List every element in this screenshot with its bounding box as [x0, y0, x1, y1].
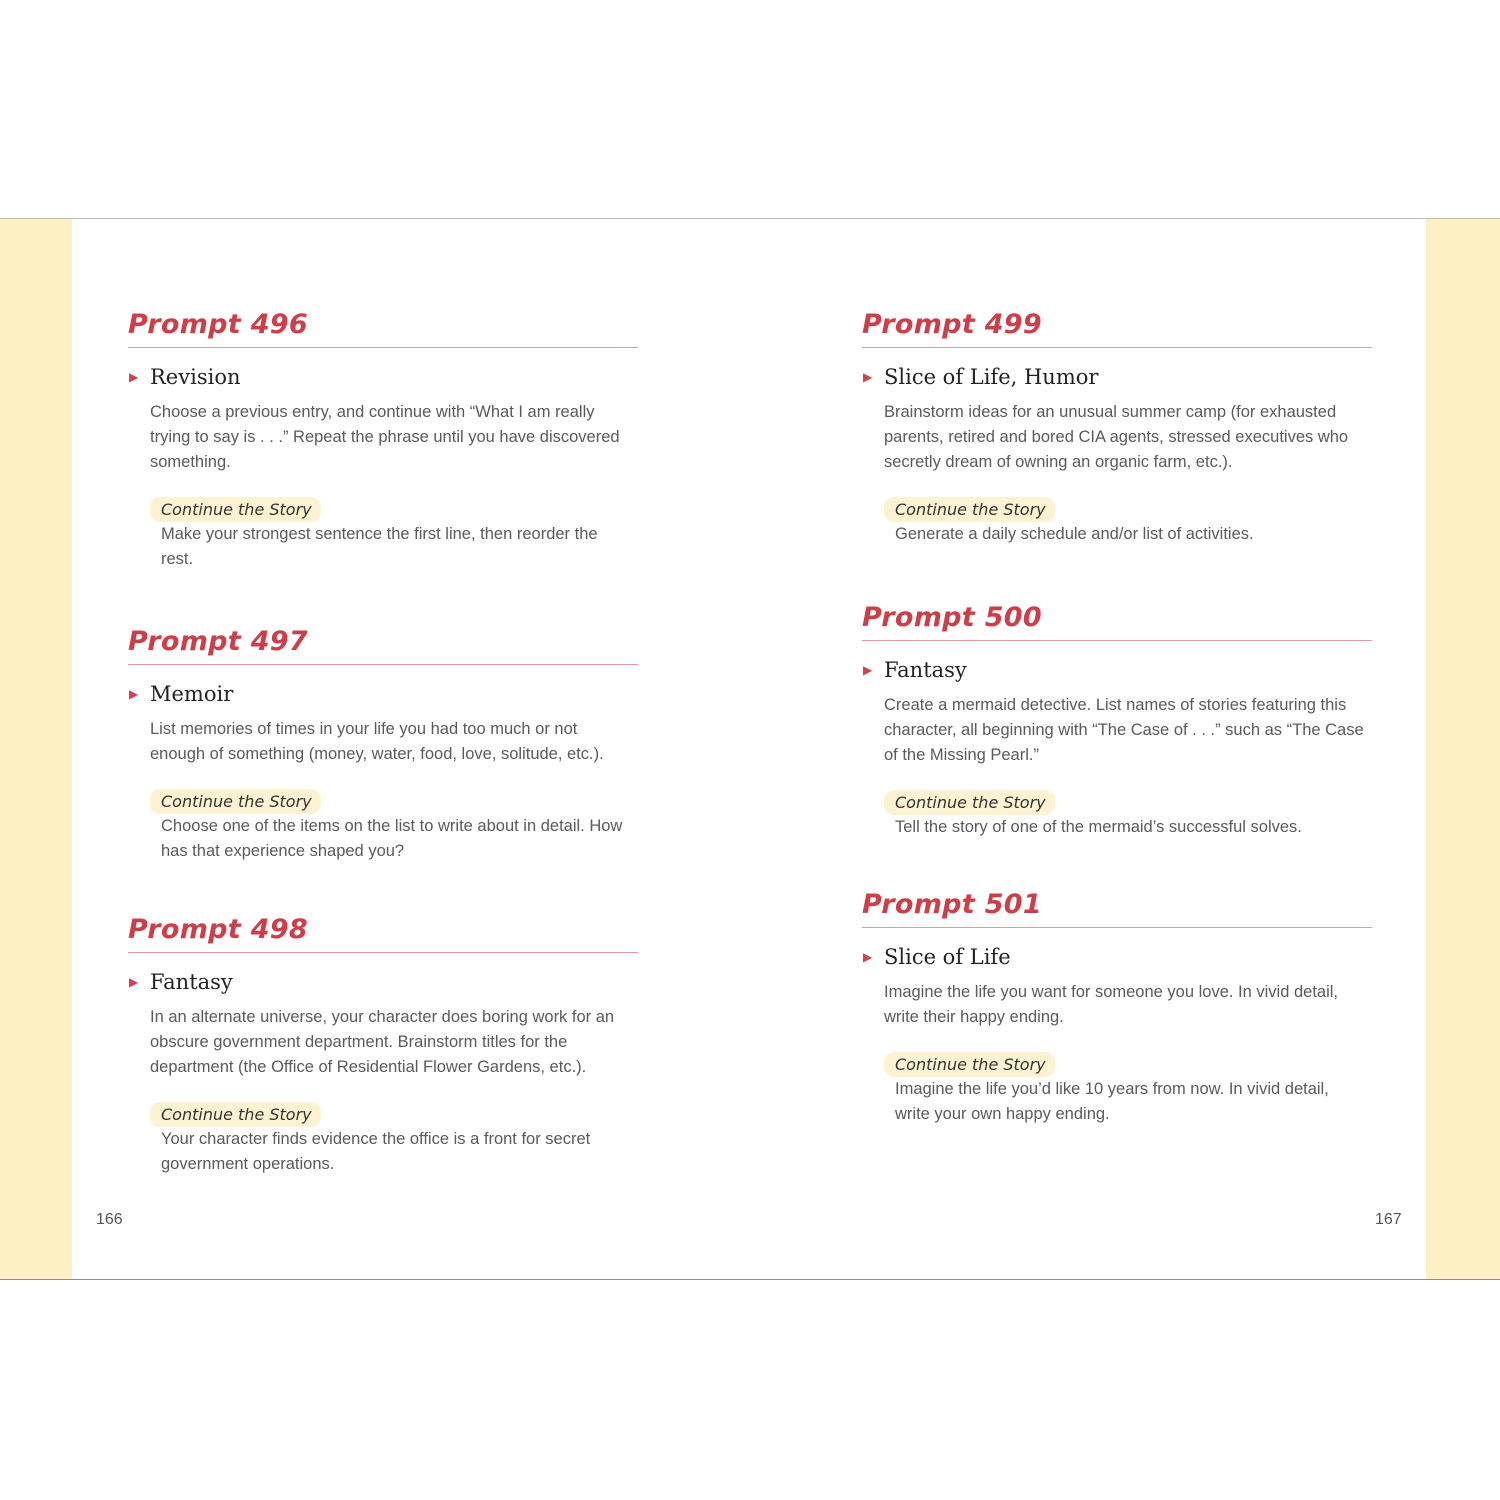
triangle-bullet-icon: ▶ — [863, 950, 873, 964]
genre-label: Slice of Life — [884, 945, 1011, 969]
continue-the-story — [884, 1052, 1372, 1127]
prompt-title: Prompt 501 — [862, 887, 1372, 928]
prompt-block — [128, 624, 638, 864]
continue-text: Imagine the life you’d like 10 years from now. In vivid detail, write your own happy ending. — [895, 1080, 1329, 1123]
prompt-title: Prompt 500 — [862, 600, 1372, 641]
continue-the-story — [150, 789, 638, 864]
prompt-block — [128, 912, 638, 1177]
continue-label: Continue the Story — [150, 1102, 321, 1127]
genre-label: Fantasy — [884, 658, 967, 682]
right-page-edge — [1426, 219, 1500, 1279]
continue-the-story — [884, 790, 1372, 840]
prompt-title: Prompt 496 — [128, 307, 638, 348]
left-page-number: 166 — [96, 1211, 123, 1228]
continue-label: Continue the Story — [150, 497, 321, 522]
prompt-title: Prompt 499 — [862, 307, 1372, 348]
right-page-number: 167 — [1375, 1211, 1402, 1228]
continue-label: Continue the Story — [884, 1052, 1055, 1077]
genre-label: Revision — [150, 365, 241, 389]
continue-text: Your character finds evidence the office is a front for secret government operations. — [161, 1130, 591, 1173]
prompt-block — [128, 307, 638, 572]
prompt-genre — [128, 362, 638, 392]
prompt-description: List memories of times in your life you had too much or not enough of something (money, water, food, love, solitude, etc.). — [150, 720, 604, 763]
triangle-bullet-icon: ▶ — [129, 975, 139, 989]
prompt-description: In an alternate universe, your character does boring work for an obscure government department. Brainstorm titles for the department (the Office of Residential Flower Gardens, etc.). — [150, 1008, 615, 1076]
prompt-genre — [862, 655, 1372, 685]
prompt-genre — [128, 967, 638, 997]
continue-label: Continue the Story — [884, 497, 1055, 522]
continue-the-story — [884, 497, 1372, 547]
continue-label: Continue the Story — [150, 789, 321, 814]
continue-the-story — [150, 497, 638, 572]
prompt-title: Prompt 497 — [128, 624, 638, 665]
continue-the-story — [150, 1102, 638, 1177]
continue-label: Continue the Story — [884, 790, 1055, 815]
book-spread — [0, 218, 1500, 1280]
prompt-title: Prompt 498 — [128, 912, 638, 953]
prompt-block — [862, 887, 1372, 1127]
genre-label: Memoir — [150, 682, 234, 706]
prompt-genre — [862, 362, 1372, 392]
triangle-bullet-icon: ▶ — [129, 370, 139, 384]
left-page-edge — [0, 219, 72, 1279]
continue-text: Make your strongest sentence the first line, then reorder the rest. — [161, 525, 598, 568]
prompt-description: Choose a previous entry, and continue with “What I am really trying to say is . . .” Repeat the phrase until you have discovered something. — [150, 403, 620, 471]
prompt-description: Create a mermaid detective. List names of stories featuring this character, all beginning with “The Case of . . .” such as “The Case of the Missing Pearl.” — [884, 696, 1364, 764]
prompt-description: Brainstorm ideas for an unusual summer camp (for exhausted parents, retired and bored CIA agents, stressed executives who secretly dream of owning an organic farm, etc.). — [884, 403, 1349, 471]
prompt-genre — [128, 679, 638, 709]
triangle-bullet-icon: ▶ — [863, 370, 873, 384]
continue-text: Tell the story of one of the mermaid’s successful solves. — [895, 818, 1302, 836]
prompt-genre — [862, 942, 1372, 972]
prompt-block — [862, 307, 1372, 547]
continue-text: Choose one of the items on the list to write about in detail. How has that experience shaped you? — [161, 817, 623, 860]
genre-label: Slice of Life, Humor — [884, 365, 1099, 389]
prompt-description: Imagine the life you want for someone you love. In vivid detail, write their happy ending. — [884, 983, 1338, 1026]
triangle-bullet-icon: ▶ — [129, 687, 139, 701]
genre-label: Fantasy — [150, 970, 233, 994]
continue-text: Generate a daily schedule and/or list of activities. — [895, 525, 1254, 543]
triangle-bullet-icon: ▶ — [863, 663, 873, 677]
prompt-block — [862, 600, 1372, 840]
